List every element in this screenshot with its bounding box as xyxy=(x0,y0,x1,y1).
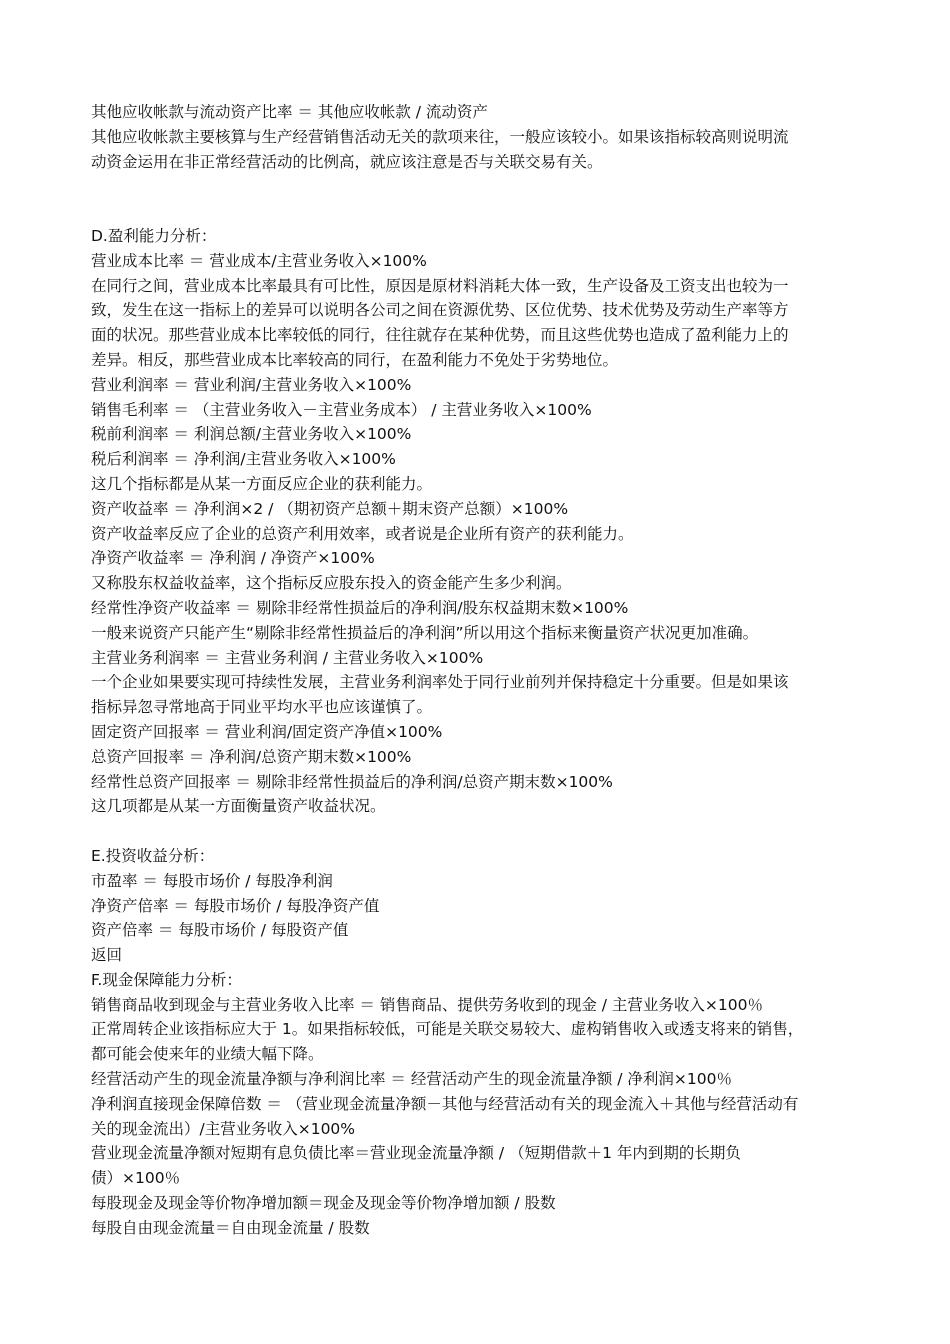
blank-line xyxy=(91,174,856,199)
document-body xyxy=(91,100,856,1241)
text-line: 其他应收帐款与流动资产比率 ＝ 其他应收帐款 / 流动资产 xyxy=(91,103,488,121)
text-line: 指标异忽寻常地高于同业平均水平也应该谨慎了。 xyxy=(91,698,433,717)
text-line: 经常性净资产收益率 ＝ 剔除非经常性损益后的净利润/股东权益期末数×100% xyxy=(91,598,629,617)
text-line: 这几项都是从某一方面衡量资产收益状况。 xyxy=(91,797,386,816)
text-line: 净资产倍率 ＝ 每股市场价 / 每股净资产值 xyxy=(91,896,380,915)
text-line: 固定资产回报率 ＝ 营业利润/固定资产净值×100% xyxy=(91,722,443,741)
text-line: 债）×100％ xyxy=(91,1169,181,1188)
text-line: 面的状况。那些营业成本比率较低的同行，往往就存在某种优势，而且这些优势也造成了盈利能力上的 xyxy=(91,326,789,345)
text-line: 税后利润率 ＝ 净利润/主营业务收入×100% xyxy=(91,450,396,469)
text-line: 销售商品收到现金与主营业务收入比率 ＝ 销售商品、提供劳务收到的现金 / 主营业务收入×100％ xyxy=(91,995,764,1014)
text-line: 营业利润率 ＝ 营业利润/主营业务收入×100% xyxy=(91,375,412,394)
blank-line xyxy=(91,199,856,224)
text-line: 销售毛利率 ＝ （主营业务收入－主营业务成本） / 主营业务收入×100% xyxy=(91,400,592,419)
text-line: 一个企业如果要实现可持续性发展，主营业务利润率处于同行业前列并保持稳定十分重要。但是如果该 xyxy=(91,673,789,692)
text-line: 每股现金及现金等价物净增加额＝现金及现金等价物净增加额 / 股数 xyxy=(91,1194,556,1213)
text-line: 总资产回报率 ＝ 净利润/总资产期末数×100% xyxy=(91,747,412,766)
text-line: 在同行之间，营业成本比率最具有可比性，原因是原材料消耗大体一致，生产设备及工资支出也较为一 xyxy=(91,276,789,295)
text-line: 返回 xyxy=(91,946,123,965)
text-line: 税前利润率 ＝ 利润总额/主营业务收入×100% xyxy=(91,425,412,444)
text-line: 市盈率 ＝ 每股市场价 / 每股净利润 xyxy=(91,871,333,890)
text-line: 营业现金流量净额对短期有息负债比率＝营业现金流量净额 / （短期借款＋1 年内到期的长期负 xyxy=(91,1144,741,1163)
text-line: 营业成本比率 ＝ 营业成本/主营业务收入×100% xyxy=(91,251,427,270)
text-line: F.现金保障能力分析： xyxy=(91,970,242,989)
blank-line xyxy=(91,819,856,844)
text-line: 正常周转企业该指标应大于 1。如果指标较低，可能是关联交易较大、虚构销售收入或透支将来的销售， xyxy=(91,1020,804,1039)
text-line: 动资金运用在非正常经营活动的比例高，就应该注意是否与关联交易有关。 xyxy=(91,152,603,171)
text-line: 经营活动产生的现金流量净额与净利润比率 ＝ 经营活动产生的现金流量净额 / 净利润×100％ xyxy=(91,1070,733,1089)
text-line: 主营业务利润率 ＝ 主营业务利润 / 主营业务收入×100% xyxy=(91,648,484,667)
text-line: 每股自由现金流量＝自由现金流量 / 股数 xyxy=(91,1218,370,1237)
text-line: 经常性总资产回报率 ＝ 剔除非经常性损益后的净利润/总资产期末数×100% xyxy=(91,772,613,791)
text-line: E.投资收益分析： xyxy=(91,846,215,865)
text-line: 其他应收帐款主要核算与生产经营销售活动无关的款项来往，一般应该较小。如果该指标较高则说明流 xyxy=(91,127,789,146)
text-line: 一般来说资产只能产生“剔除非经常性损益后的净利润”所以用这个指标来衡量资产状况更加准确。 xyxy=(91,623,759,642)
text-line: 关的现金流出）/主营业务收入×100% xyxy=(91,1119,356,1138)
text-line: 净利润直接现金保障倍数 ＝ （营业现金流量净额－其他与经营活动有关的现金流入＋其他与经营活动有 xyxy=(91,1094,799,1113)
text-line: 净资产收益率 ＝ 净利润 / 净资产×100% xyxy=(91,549,375,568)
text-line: 又称股东权益收益率，这个指标反应股东投入的资金能产生多少利润。 xyxy=(91,574,572,593)
text-line: 都可能会使来年的业绩大幅下降。 xyxy=(91,1045,324,1064)
text-line: 资产收益率 ＝ 净利润×2 / （期初资产总额＋期末资产总额）×100% xyxy=(91,499,569,518)
text-line: 资产倍率 ＝ 每股市场价 / 每股资产值 xyxy=(91,921,349,940)
text-line: D.盈利能力分析： xyxy=(91,226,217,245)
text-line: 差异。相反，那些营业成本比率较高的同行，在盈利能力不免处于劣势地位。 xyxy=(91,350,619,369)
text-line: 资产收益率反应了企业的总资产利用效率，或者说是企业所有资产的获利能力。 xyxy=(91,524,634,543)
text-line: 这几个指标都是从某一方面反应企业的获利能力。 xyxy=(91,474,433,493)
text-line: 致，发生在这一指标上的差异可以说明各公司之间在资源优势、区位优势、技术优势及劳动生产率等方 xyxy=(91,301,789,320)
